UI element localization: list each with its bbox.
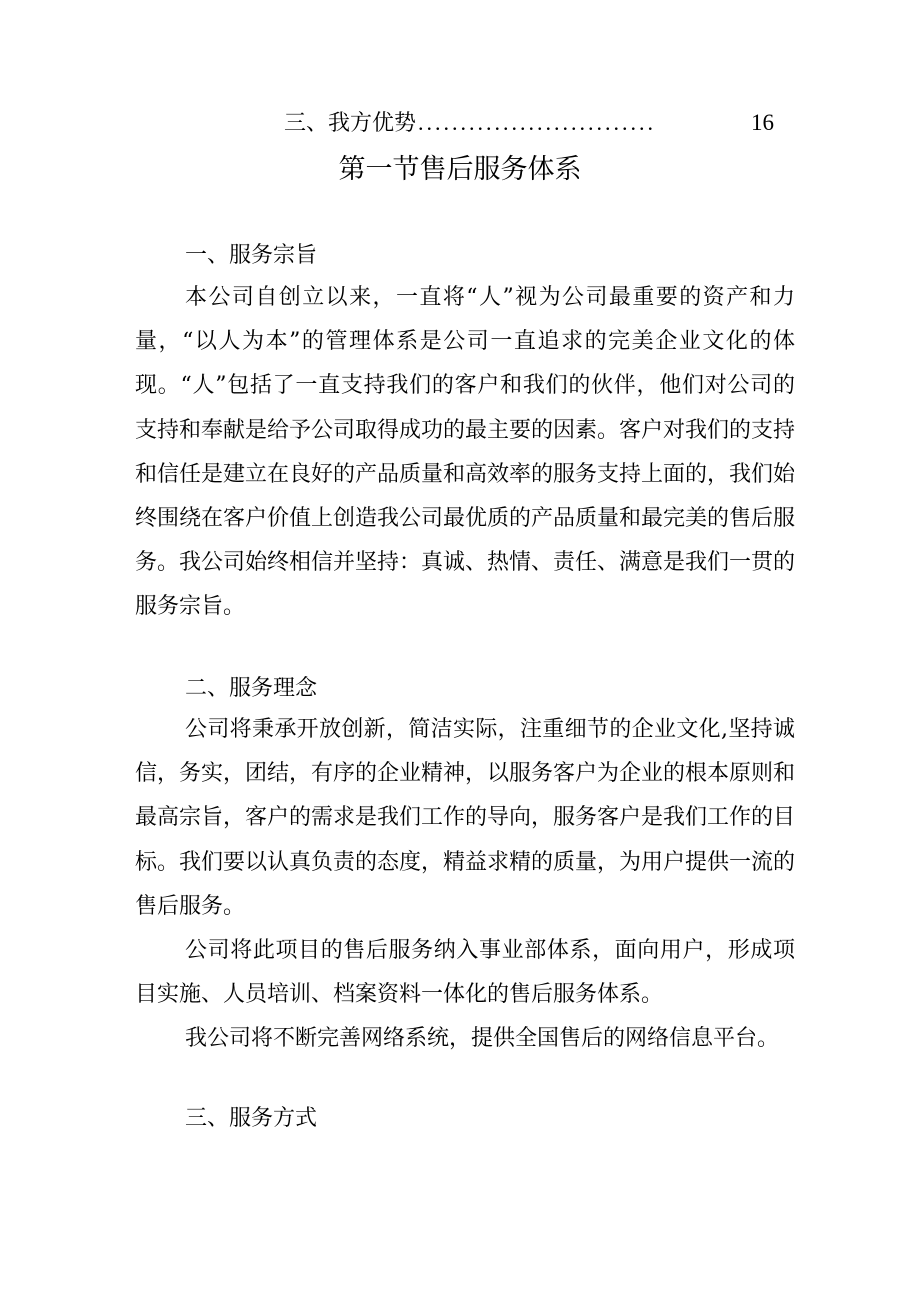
heading-service-philosophy: 二、服务理念 (185, 676, 318, 701)
section-title: 第一节售后服务体系 (338, 154, 582, 185)
toc-entry[interactable] (284, 108, 774, 139)
toc-page-number: 16 (751, 110, 774, 135)
paragraph-service-philosophy-3: 我公司将不断完善网络系统，提供全国售后的网络信息平台。 (185, 1026, 780, 1051)
paragraph-service-philosophy-1: 公司将秉承开放创新，简洁实际，注重细节的企业文化,坚持诚信，务实，团结，有序的企业精神，以服务客户为企业的根本原则和最高宗旨，客户的需求是我们工作的导向，服务客户是我们工作的目标。我们要以认真负责的态度，精益求精的质量，为用户提供一流的售后服务。 (135, 717, 796, 919)
paragraph-service-philosophy-2: 公司将此项目的售后服务纳入事业部体系，面向用户，形成项目实施、人员培训、档案资料一体化的售后服务体系。 (135, 938, 795, 1008)
toc-leader-dots: ............................ (418, 110, 657, 135)
heading-service-purpose: 一、服务宗旨 (185, 243, 318, 268)
toc-entry-label: 三、我方优势 (284, 111, 417, 136)
heading-service-method: 三、服务方式 (185, 1106, 318, 1131)
paragraph-service-purpose: 本公司自创立以来，一直将“人”视为公司最重要的资产和力量，“以人为本”的管理体系是公司一直追求的完美企业文化的体现。“人”包括了一直支持我们的客户和我们的伙伴，他们对公司的支持和奉献是给予公司取得成功的最主要的因素。客户对我们的支持和信任是建立在良好的产品质量和高效率的服务支持上面的，我们始终围绕在客户价值上创造我公司最优质的产品质量和最完美的售后服务。我公司始终相信并坚持：真诚、热情、责任、满意是我们一贯的服务宗旨。 (135, 285, 796, 620)
